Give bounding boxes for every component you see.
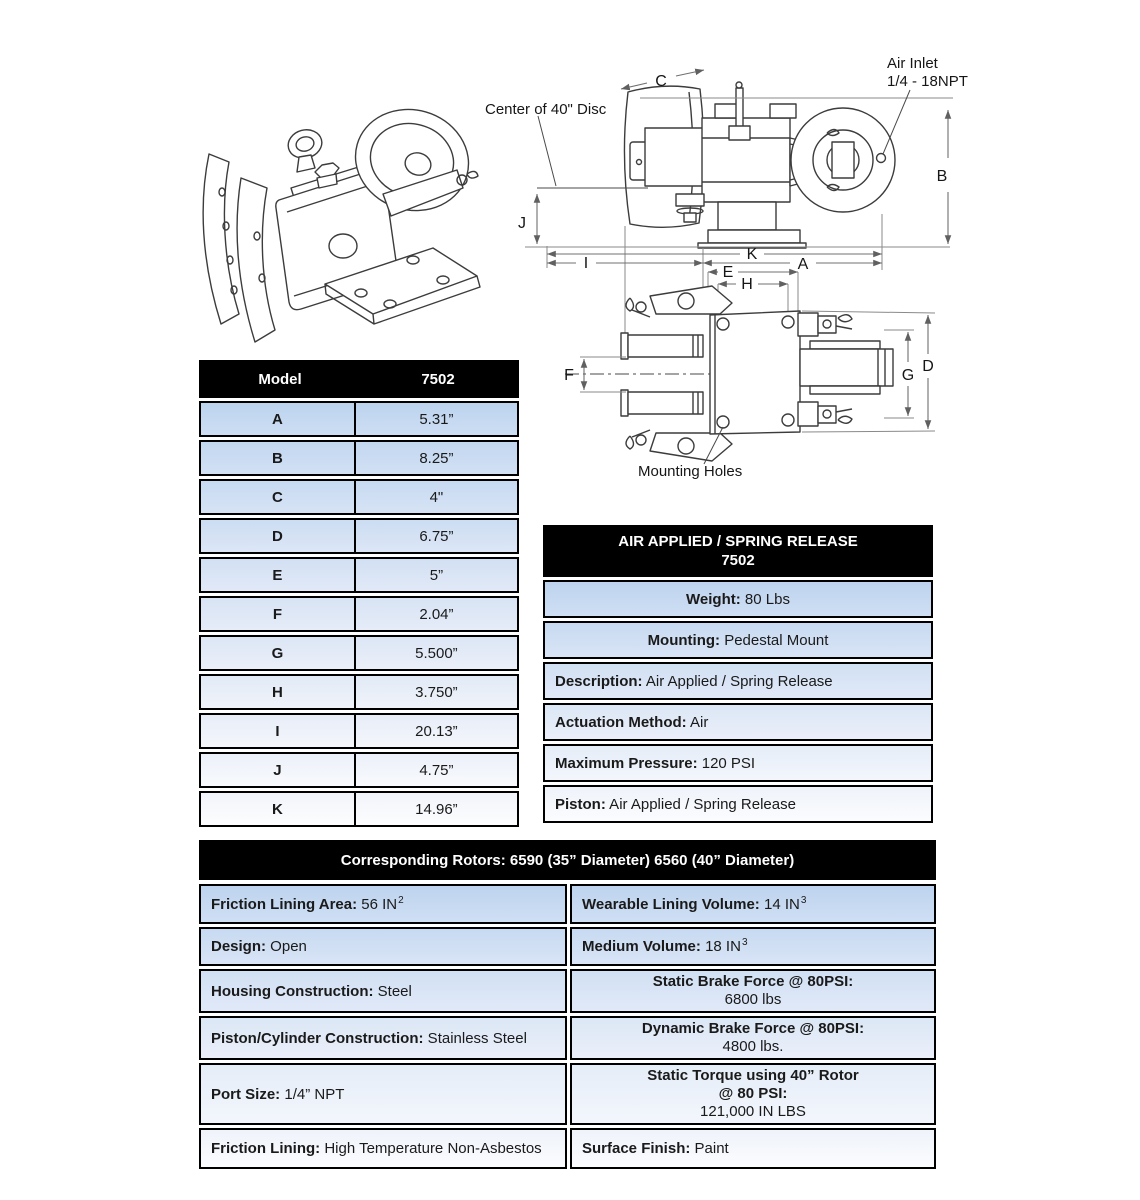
top-view xyxy=(565,286,893,461)
dim-label-j: J xyxy=(518,215,526,232)
dim-label-c: C xyxy=(655,73,667,90)
dim-letter-cell: J xyxy=(201,754,356,786)
pedestal-column xyxy=(718,202,776,230)
side-view xyxy=(624,82,895,248)
brake-pads xyxy=(203,154,275,342)
spec-title-line2: 7502 xyxy=(721,552,755,569)
dim-letter-cell: K xyxy=(201,793,356,825)
dim-letter-cell: D xyxy=(201,520,356,552)
table-row xyxy=(199,1063,936,1125)
rotors-title: Corresponding Rotors: 6590 (35” Diameter) 6560 (40” Diameter) xyxy=(340,851,795,869)
table-row xyxy=(199,927,936,966)
pedestal-base xyxy=(708,230,800,243)
rotors-cell-friction-lining-area: Friction Lining Area: 56 $IN^2$ xyxy=(199,884,567,924)
dim-value-cell: 5.500” xyxy=(415,644,458,662)
bolt-head xyxy=(770,104,796,118)
dim-letter-cell: E xyxy=(201,559,356,591)
pad-backing xyxy=(621,390,628,416)
spec-row-weight: Weight: 80 Lbs xyxy=(543,580,933,618)
table-row xyxy=(199,440,519,476)
table-row xyxy=(199,596,519,632)
bottom-linkage-arm xyxy=(650,433,732,461)
spec-table-header xyxy=(543,525,933,577)
table-row xyxy=(199,969,936,1013)
air-inlet-label-line2: 1/4 - 18NPT xyxy=(887,73,968,90)
spec-row-description: Description: Air Applied / Spring Release xyxy=(543,662,933,700)
spec-title-line1: AIR APPLIED / SPRING RELEASE xyxy=(618,533,858,550)
table-row xyxy=(199,791,519,827)
rotors-cell-static-torque: Static Torque using 40” Rotor @ 80 PSI: 121,000 IN LBS xyxy=(570,1063,936,1125)
rotors-cell-port-size: Port Size: 1/4” NPT xyxy=(199,1063,567,1125)
dim-label-e: E xyxy=(722,264,734,281)
orthographic-views-drawing xyxy=(480,30,1020,492)
dim-letter-cell: F xyxy=(201,598,356,630)
dim-label-f: F xyxy=(564,367,574,384)
dim-label-k: K xyxy=(746,246,758,263)
dim-letter-cell: G xyxy=(201,637,356,669)
rotors-cell-design: Design: Open xyxy=(199,927,567,966)
table-row xyxy=(199,1016,936,1060)
rotors-cell-piston-cylinder-construction: Piston/Cylinder Construction: Stainless Steel xyxy=(199,1016,567,1060)
dimension-table-header xyxy=(199,360,519,398)
table-row xyxy=(199,557,519,593)
rotors-cell-surface-finish: Surface Finish: Paint xyxy=(570,1128,936,1169)
table-row xyxy=(199,518,519,554)
rotors-table xyxy=(199,840,936,1172)
dim-value-cell: 3.750” xyxy=(415,683,458,701)
rotors-table-rows xyxy=(199,884,936,1169)
center-of-disc-label: Center of 40" Disc xyxy=(485,101,607,118)
spec-table-rows xyxy=(543,580,933,823)
dim-letter-cell: B xyxy=(201,442,356,474)
table-row xyxy=(199,884,936,924)
dim-value-cell: 20.13” xyxy=(415,722,458,740)
bottom-pad xyxy=(628,392,703,414)
dim-value-cell: 5” xyxy=(429,566,444,584)
table-row xyxy=(199,674,519,710)
model-header-label: Model xyxy=(258,370,302,388)
dim-value-cell: 6.75” xyxy=(419,527,454,545)
table-row xyxy=(199,1128,936,1169)
pad-backing xyxy=(621,333,628,359)
dim-value-cell: 4" xyxy=(429,488,444,506)
spec-table xyxy=(543,525,933,826)
isometric-view-drawing xyxy=(175,50,505,350)
dimension-table-rows xyxy=(199,401,519,827)
rotors-cell-dynamic-brake-force: Dynamic Brake Force @ 80PSI: 4800 lbs. xyxy=(570,1016,936,1060)
dim-value-cell: 8.25” xyxy=(419,449,454,467)
rotors-cell-housing-construction: Housing Construction: Steel xyxy=(199,969,567,1013)
cylinder-band xyxy=(800,349,893,386)
top-pad xyxy=(628,335,703,357)
dim-label-h: H xyxy=(741,276,753,293)
table-row xyxy=(199,752,519,788)
dim-label-g: G xyxy=(901,367,915,384)
table-row xyxy=(199,713,519,749)
rotors-cell-static-brake-force: Static Brake Force @ 80PSI: 6800 lbs xyxy=(570,969,936,1013)
dim-value-cell: 5.31” xyxy=(419,410,454,428)
dim-letter-cell: A xyxy=(201,403,356,435)
top-clevis xyxy=(798,313,818,336)
dim-letter-cell: H xyxy=(201,676,356,708)
dim-letter-cell: I xyxy=(201,715,356,747)
dim-value-cell: 2.04” xyxy=(419,605,454,623)
model-header-value: 7502 xyxy=(421,370,455,388)
dim-label-d: D xyxy=(922,358,934,375)
rotors-cell-wearable-lining-volume: Wearable Lining Volume: 14 $IN^3$ xyxy=(570,884,936,924)
rotors-cell-friction-lining: Friction Lining: High Temperature Non-Asbestos xyxy=(199,1128,567,1169)
table-row xyxy=(199,479,519,515)
dim-label-b: B xyxy=(936,168,948,185)
dim-value-cell: 14.96” xyxy=(415,800,458,818)
spec-row-maximum-pressure: Maximum Pressure: 120 PSI xyxy=(543,744,933,782)
dim-label-i: I xyxy=(583,255,589,272)
dim-label-a: A xyxy=(797,256,809,273)
dim-value-cell: 4.75” xyxy=(419,761,454,779)
mounting-holes-label: Mounting Holes xyxy=(638,463,743,480)
air-inlet-label-line1: Air Inlet xyxy=(887,55,938,72)
table-row xyxy=(199,401,519,437)
rotors-table-header xyxy=(199,840,936,880)
dimension-table xyxy=(199,360,519,830)
spec-row-actuation-method: Actuation Method: Air xyxy=(543,703,933,741)
dim-letter-cell: C xyxy=(201,481,356,513)
table-row xyxy=(199,635,519,671)
spec-row-mounting: Mounting: Pedestal Mount xyxy=(543,621,933,659)
rotors-cell-medium-volume: Medium Volume: 18 $IN^3$ xyxy=(570,927,936,966)
clamp-block xyxy=(645,128,705,186)
top-linkage-arm xyxy=(650,286,732,314)
bottom-clevis xyxy=(798,402,818,426)
spec-row-piston: Piston: Air Applied / Spring Release xyxy=(543,785,933,823)
